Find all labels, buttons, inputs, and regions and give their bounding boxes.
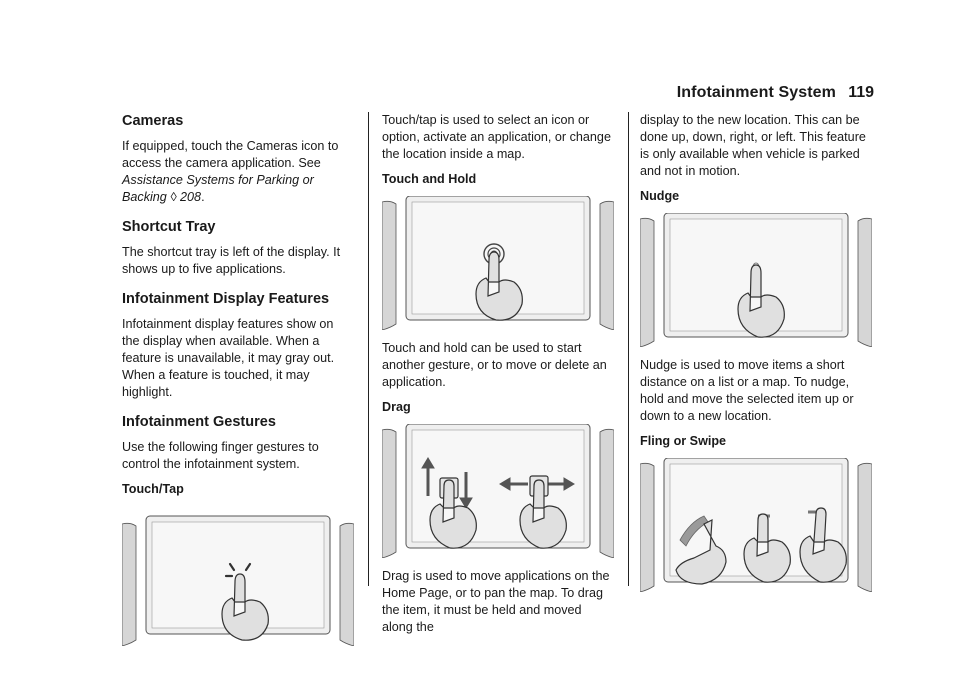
column-1 — [122, 112, 354, 656]
paragraph-drag: Drag is used to move applications on the Home Page, or to pan the map. To drag the item, it must be held and moved along the — [382, 569, 610, 634]
fling-swipe-illustration — [640, 458, 872, 592]
heading-gestures: Infotainment Gestures — [122, 414, 276, 430]
cross-reference-link[interactable]: Assistance Systems for Parking or Backing ◊ 208 — [122, 173, 314, 204]
touch-hold-illustration — [382, 196, 614, 330]
column-2 — [382, 112, 614, 644]
page-header — [0, 84, 960, 104]
label-drag: Drag — [382, 400, 411, 414]
label-touch-tap: Touch/Tap — [122, 482, 184, 496]
label-touch-and-hold: Touch and Hold — [382, 172, 477, 186]
page-number: 119 — [848, 84, 874, 101]
column-divider — [368, 112, 369, 586]
touch-tap-illustration — [122, 512, 354, 646]
paragraph-drag-continued: display to the new location. This can be done up, down, right, or left. This feature is only available when vehicle is parked and not in motion. — [640, 113, 866, 178]
drag-illustration — [382, 424, 614, 558]
paragraph-gestures: Use the following finger gestures to control the infotainment system. — [122, 440, 319, 471]
column-divider — [628, 112, 629, 586]
heading-shortcut-tray: Shortcut Tray — [122, 219, 216, 235]
page-ref-arrow-icon: ◊ — [170, 190, 177, 204]
heading-cameras: Cameras — [122, 113, 184, 129]
paragraph-touch-tap: Touch/tap is used to select an icon or option, activate an application, or change the location inside a map. — [382, 113, 611, 161]
column-3 — [640, 112, 872, 602]
paragraph-shortcut-tray: The shortcut tray is left of the display. It shows up to five applications. — [122, 245, 341, 276]
paragraph-display-features: Infotainment display features show on the display when available. When a feature is unavailable, it may gray out. When a feature is touched, it may highlight. — [122, 317, 335, 399]
paragraph-cameras: If equipped, touch the Cameras icon to access the camera application. See Assistance Systems for Parking or Backing ◊ 208. — [122, 139, 339, 204]
nudge-illustration — [640, 213, 872, 347]
label-nudge: Nudge — [640, 189, 680, 203]
paragraph-nudge: Nudge is used to move items a short distance on a list or a map. To nudge, hold and move the selected item up or down to a new location. — [640, 358, 854, 423]
label-fling-swipe: Fling or Swipe — [640, 434, 727, 448]
heading-display-features: Infotainment Display Features — [122, 291, 330, 307]
running-head: Infotainment System — [676, 84, 836, 101]
paragraph-touch-hold: Touch and hold can be used to start another gesture, or to move or delete an application. — [382, 341, 607, 389]
